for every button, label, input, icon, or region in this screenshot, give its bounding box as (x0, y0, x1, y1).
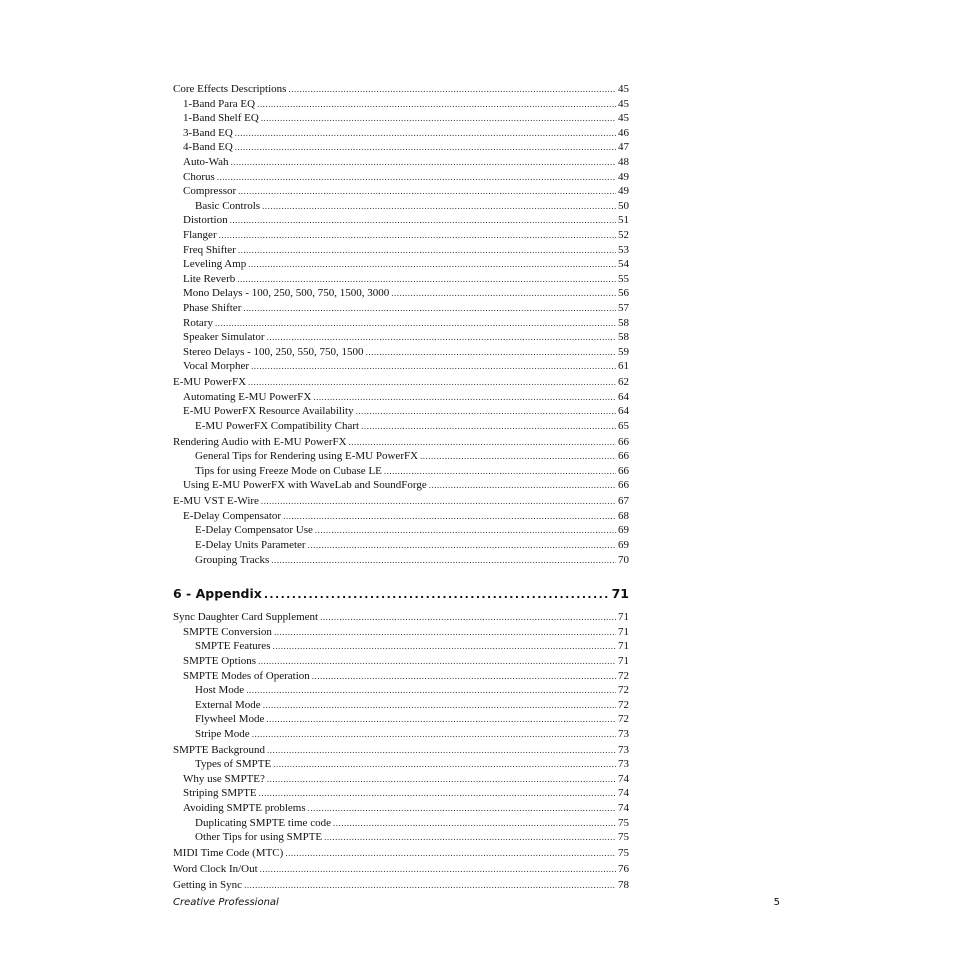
toc-entry-page: 66 (618, 435, 629, 448)
toc-entry-page: 55 (618, 272, 629, 285)
toc-entry-title: SMPTE Conversion (183, 625, 272, 638)
toc-dot-leader (324, 830, 616, 845)
toc-dot-leader (274, 625, 616, 640)
toc-entry-title: General Tips for Rendering using E-MU PowerFX (195, 450, 419, 463)
toc-entry-page: 66 (618, 479, 629, 492)
toc-dot-leader (267, 743, 616, 758)
toc-entry-title: E-MU VST E-Wire (173, 495, 259, 508)
toc-entry-title: Lite Reverb (183, 272, 236, 285)
toc-dot-leader (252, 727, 616, 742)
toc-entry-title: Host Mode (195, 684, 245, 697)
toc-entry-page: 49 (618, 170, 629, 183)
toc-entry[interactable] (173, 698, 629, 713)
toc-entry[interactable] (173, 523, 629, 538)
toc-entry-title: Tips for using Freeze Mode on Cubase LE (195, 464, 382, 477)
toc-chapter-heading[interactable] (173, 586, 629, 602)
toc-entry-title: 3-Band EQ (183, 126, 233, 139)
toc-entry[interactable] (173, 862, 629, 877)
toc-dot-leader (267, 772, 616, 787)
toc-dot-leader (259, 786, 616, 801)
toc-dot-leader (272, 639, 616, 654)
toc-entry[interactable] (173, 772, 629, 787)
toc-entry-page: 64 (618, 405, 629, 418)
toc-dot-leader (251, 359, 616, 374)
toc-entry-page: 76 (618, 862, 629, 875)
toc-entry[interactable] (173, 639, 629, 654)
toc-entry[interactable] (173, 97, 629, 112)
toc-entry-page: 51 (618, 214, 629, 227)
toc-entry-page: 74 (618, 772, 629, 785)
toc-entry[interactable] (173, 449, 629, 464)
toc-entry-title: Freq Shifter (183, 243, 236, 256)
toc-entry[interactable] (173, 286, 629, 301)
toc-entry[interactable] (173, 419, 629, 434)
toc-dot-leader (238, 243, 616, 258)
toc-entry[interactable] (173, 801, 629, 816)
toc-dot-leader (308, 538, 616, 553)
toc-entry[interactable] (173, 654, 629, 669)
toc-entry-title: E-Delay Units Parameter (195, 538, 306, 551)
toc-entry-title: E-MU PowerFX Resource Availability (183, 405, 354, 418)
toc-dot-leader (361, 419, 616, 434)
toc-dot-leader (288, 82, 616, 97)
toc-dot-leader (235, 140, 616, 155)
toc-dot-leader (271, 553, 616, 568)
toc-dot-leader (429, 478, 616, 493)
toc-entry-title: Word Clock In/Out (173, 862, 258, 875)
toc-entry-title: 4-Band EQ (183, 141, 233, 154)
toc-dot-leader (217, 170, 616, 185)
toc-entry-title: Automating E-MU PowerFX (183, 390, 312, 403)
toc-entry[interactable] (173, 316, 629, 331)
toc-entry[interactable] (173, 228, 629, 243)
toc-entry-title: MIDI Time Code (MTC) (173, 847, 284, 860)
toc-dot-leader (266, 712, 616, 727)
toc-dot-leader (391, 286, 616, 301)
toc-entry[interactable] (173, 494, 629, 509)
toc-dot-leader (384, 464, 616, 479)
toc-entry-page: 65 (618, 419, 629, 432)
toc-entry[interactable] (173, 170, 629, 185)
toc-entry[interactable] (173, 199, 629, 214)
toc-entry[interactable] (173, 111, 629, 126)
toc-entry-page: 66 (618, 464, 629, 477)
toc-dot-leader (315, 523, 616, 538)
toc-entry-title: Phase Shifter (183, 301, 242, 314)
toc-entry-page: 75 (618, 816, 629, 829)
toc-entry-page: 48 (618, 155, 629, 168)
toc-entry-title: Why use SMPTE? (183, 772, 265, 785)
toc-entry[interactable] (173, 712, 629, 727)
toc-entry-page: 69 (618, 538, 629, 551)
toc-dot-leader (246, 683, 616, 698)
toc-entry-page: 75 (618, 831, 629, 844)
toc-entry[interactable] (173, 184, 629, 199)
toc-dot-leader (258, 654, 616, 669)
toc-dot-leader (248, 375, 616, 390)
toc-entry-title: Chorus (183, 170, 215, 183)
toc-entry-title: SMPTE Options (183, 654, 257, 667)
toc-entry[interactable] (173, 830, 629, 845)
toc-dot-leader (285, 846, 616, 861)
toc-entry-page: 72 (618, 669, 629, 682)
toc-dot-leader (308, 801, 616, 816)
toc-entry-title: Basic Controls (195, 199, 261, 212)
toc-entry[interactable] (173, 683, 629, 698)
toc-entry[interactable] (173, 610, 629, 625)
toc-entry-page: 74 (618, 802, 629, 815)
toc-dot-leader (264, 587, 610, 603)
toc-entry[interactable] (173, 846, 629, 861)
toc-entry[interactable] (173, 435, 629, 450)
toc-dot-leader (261, 494, 616, 509)
toc-entry-page: 49 (618, 185, 629, 198)
toc-entry[interactable] (173, 538, 629, 553)
toc-entry-title: Auto-Wah (183, 155, 229, 168)
toc-dot-leader (260, 862, 616, 877)
toc-entry-title: External Mode (195, 698, 261, 711)
toc-entry[interactable] (173, 126, 629, 141)
footer-page-number: 5 (773, 897, 780, 908)
toc-entry-title: Using E-MU PowerFX with WaveLab and SoundForge (183, 479, 427, 492)
toc-entry-page: 71 (618, 654, 629, 667)
toc-entry-page: 62 (618, 376, 629, 389)
toc-entry-title: E-Delay Compensator (183, 509, 282, 522)
toc-entry[interactable] (173, 786, 629, 801)
toc-entry[interactable] (173, 257, 629, 272)
toc-entry-title: Core Effects Descriptions (173, 83, 287, 95)
toc-entry[interactable] (173, 82, 629, 97)
toc-entry-page: 71 (611, 586, 629, 602)
toc-entry[interactable] (173, 464, 629, 479)
toc-entry[interactable] (173, 816, 629, 831)
toc-entry-page: 47 (618, 141, 629, 154)
toc-entry[interactable] (173, 757, 629, 772)
toc-entry-title: Vocal Morpher (183, 360, 250, 373)
toc-entry-title: Flanger (183, 228, 217, 241)
toc-entry-page: 75 (618, 847, 629, 860)
toc-entry[interactable] (173, 345, 629, 360)
toc-dot-leader (215, 316, 616, 331)
toc-entry-page: 45 (618, 112, 629, 125)
toc-entry-title: SMPTE Background (173, 743, 265, 756)
toc-entry[interactable] (173, 553, 629, 568)
toc-dot-leader (312, 669, 616, 684)
toc-entry[interactable] (173, 140, 629, 155)
toc-entry-page: 72 (618, 698, 629, 711)
footer-publisher: Creative Professional (173, 897, 279, 908)
toc-entry[interactable] (173, 213, 629, 228)
toc-entry-title: E-MU PowerFX (173, 376, 247, 389)
toc-entry-page: 45 (618, 97, 629, 110)
toc-entry-page: 57 (618, 301, 629, 314)
toc-entry[interactable] (173, 390, 629, 405)
toc-dot-leader (248, 257, 616, 272)
toc-entry-page: 53 (618, 243, 629, 256)
toc-dot-leader (231, 155, 616, 170)
toc-dot-leader (366, 345, 616, 360)
toc-dot-leader (333, 816, 616, 831)
toc-dot-leader (267, 330, 616, 345)
toc-entry[interactable] (173, 155, 629, 170)
toc-entry-title: Other Tips for using SMPTE (195, 831, 323, 844)
toc-dot-leader (235, 126, 616, 141)
toc-entry-title: SMPTE Modes of Operation (183, 669, 310, 682)
toc-entry-page: 78 (618, 878, 629, 891)
toc-entry-page: 45 (618, 83, 629, 95)
toc-entry[interactable] (173, 301, 629, 316)
toc-dot-leader (273, 757, 616, 772)
toc-entry-page: 71 (618, 640, 629, 653)
toc-entry-title: 1-Band Shelf EQ (183, 112, 259, 125)
toc-entry-page: 69 (618, 524, 629, 537)
toc-entry-title: Duplicating SMPTE time code (195, 816, 331, 829)
toc-dot-leader (238, 184, 616, 199)
toc-entry-title: Stripe Mode (195, 727, 250, 740)
toc-entry-title: Flywheel Mode (195, 713, 265, 726)
toc-entry[interactable] (173, 727, 629, 742)
toc-entry-title: Compressor (183, 185, 237, 198)
toc-entry-title: Rotary (183, 316, 213, 329)
toc-entry-page: 72 (618, 684, 629, 697)
toc-entry-title: SMPTE Features (195, 640, 271, 653)
toc-entry-page: 73 (618, 758, 629, 771)
toc-dot-leader (313, 390, 616, 405)
toc-entry-title: E-MU PowerFX Compatibility Chart (195, 419, 360, 432)
toc-entry-page: 61 (618, 360, 629, 373)
toc-entry-title: E-Delay Compensator Use (195, 524, 313, 537)
toc-entry-page: 66 (618, 450, 629, 463)
toc-entry[interactable] (173, 478, 629, 493)
toc-entry-page: 50 (618, 199, 629, 212)
toc-entry-page: 58 (618, 316, 629, 329)
toc-dot-leader (283, 509, 616, 524)
toc-entry-title: Speaker Simulator (183, 331, 265, 344)
toc-entry-title: Rendering Audio with E-MU PowerFX (173, 435, 347, 448)
toc-entry[interactable] (173, 743, 629, 758)
toc-entry-title: 1-Band Para EQ (183, 97, 256, 110)
toc-dot-leader (320, 610, 616, 625)
toc-entry-page: 72 (618, 713, 629, 726)
toc-entry[interactable] (173, 359, 629, 374)
table-of-contents (173, 82, 629, 892)
toc-entry-page: 52 (618, 228, 629, 241)
toc-entry-title: Avoiding SMPTE problems (183, 802, 306, 815)
toc-entry-page: 73 (618, 743, 629, 756)
toc-dot-leader (356, 404, 616, 419)
toc-dot-leader (219, 228, 616, 243)
toc-entry-page: 56 (618, 287, 629, 300)
toc-entry[interactable] (173, 509, 629, 524)
toc-entry-page: 67 (618, 495, 629, 508)
toc-dot-leader (257, 97, 616, 112)
toc-entry-title: Striping SMPTE (183, 787, 257, 800)
toc-entry-page: 68 (618, 509, 629, 522)
toc-dot-leader (263, 698, 616, 713)
toc-entry-page: 58 (618, 331, 629, 344)
toc-dot-leader (244, 878, 616, 893)
toc-entry-page: 73 (618, 727, 629, 740)
toc-dot-leader (420, 449, 616, 464)
toc-entry-page: 46 (618, 126, 629, 139)
toc-entry[interactable] (173, 272, 629, 287)
toc-entry-page: 54 (618, 258, 629, 271)
toc-entry-page: 71 (618, 611, 629, 624)
toc-dot-leader (230, 213, 616, 228)
toc-entry[interactable] (173, 243, 629, 258)
toc-dot-leader (262, 199, 616, 214)
toc-entry-title: Stereo Delays - 100, 250, 550, 750, 1500 (183, 345, 364, 358)
toc-entry-title: 6 - Appendix (173, 586, 262, 602)
toc-entry-title: Distortion (183, 214, 228, 227)
toc-entry-title: Grouping Tracks (195, 553, 270, 566)
toc-entry-page: 59 (618, 345, 629, 358)
toc-entry-title: Mono Delays - 100, 250, 500, 750, 1500, 3000 (183, 287, 390, 300)
toc-dot-leader (349, 435, 616, 450)
toc-entry[interactable] (173, 669, 629, 684)
toc-dot-leader (261, 111, 616, 126)
toc-entry-title: Leveling Amp (183, 258, 247, 271)
toc-entry-page: 70 (618, 553, 629, 566)
toc-entry[interactable] (173, 625, 629, 640)
toc-dot-leader (237, 272, 616, 287)
toc-entry-page: 74 (618, 787, 629, 800)
toc-entry-page: 64 (618, 390, 629, 403)
toc-entry[interactable] (173, 375, 629, 390)
toc-entry-title: Sync Daughter Card Supplement (173, 611, 319, 624)
toc-entry-title: Getting in Sync (173, 878, 243, 891)
toc-dot-leader (243, 301, 616, 316)
toc-entry-page: 71 (618, 625, 629, 638)
toc-entry[interactable] (173, 330, 629, 345)
toc-entry-title: Types of SMPTE (195, 758, 272, 771)
toc-entry[interactable] (173, 878, 629, 893)
toc-entry[interactable] (173, 404, 629, 419)
